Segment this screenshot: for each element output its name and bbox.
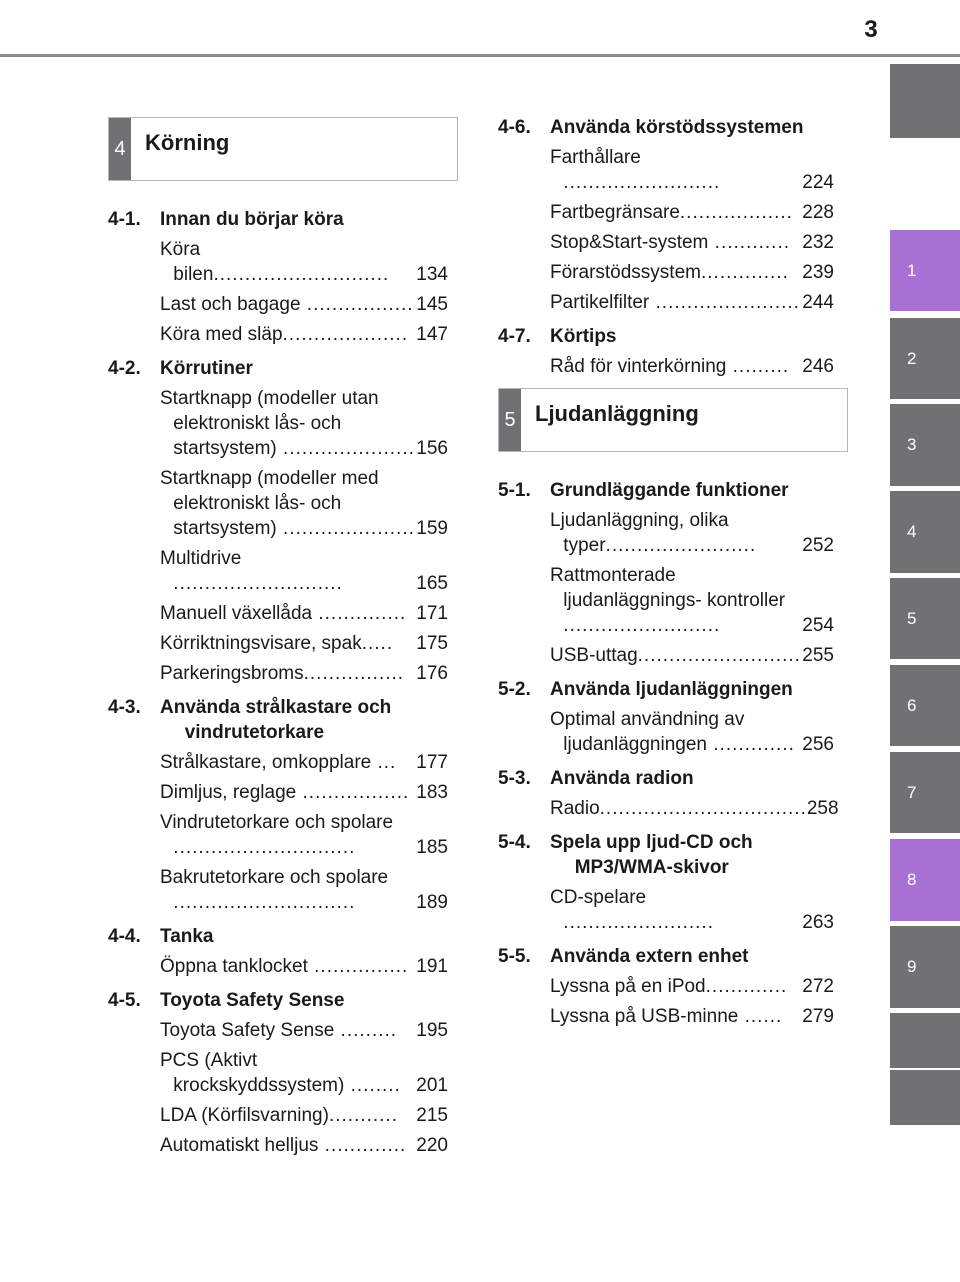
- toc-entry-page: 171: [416, 603, 448, 624]
- toc-entry-title: Multidrive: [160, 548, 242, 569]
- toc-entry-page: 185: [416, 837, 448, 858]
- toc-entry-text-wrap: [160, 466, 416, 541]
- toc-entry-text-wrap: [550, 885, 802, 935]
- toc-entry-text-wrap: [160, 810, 416, 860]
- toc-chapter: [108, 695, 448, 745]
- toc-right-column-top: [498, 110, 834, 379]
- toc-chapter: [498, 324, 834, 349]
- chapter-tab[interactable]: 3: [890, 404, 960, 486]
- toc-entry-page: 165: [416, 573, 448, 594]
- header-rule: [0, 54, 960, 57]
- toc-entry-text-wrap: [160, 661, 416, 686]
- toc-entry-leader-dots: ..............: [312, 603, 407, 624]
- toc-entry-leader-dots: ..............: [700, 262, 789, 283]
- toc-entry-leader-dots: ........................: [563, 912, 714, 933]
- toc-entry-leader-dots: .................: [296, 782, 410, 803]
- toc-entry-leader-dots: .............: [705, 976, 788, 997]
- toc-chapter-number: 4-3.: [108, 697, 141, 718]
- toc-entry[interactable]: [160, 237, 448, 287]
- toc-entry-leader-dots: .........: [726, 356, 790, 377]
- toc-chapter-number: 5-2.: [498, 679, 531, 700]
- toc-chapter: [498, 478, 834, 503]
- section-4-number: 4: [109, 118, 131, 180]
- toc-entry-page: 228: [802, 202, 834, 223]
- toc-entry[interactable]: [550, 974, 834, 999]
- toc-entry-page: 224: [802, 172, 834, 193]
- toc-entry[interactable]: [550, 290, 834, 315]
- toc-chapter-title: Tanka: [160, 926, 214, 947]
- toc-entry-title: Lyssna på en iPod: [550, 976, 706, 997]
- toc-entry[interactable]: [160, 292, 448, 317]
- toc-chapter-title: Toyota Safety Sense: [160, 990, 345, 1011]
- toc-chapter: [498, 830, 834, 880]
- toc-chapter-title: Använda extern enhet: [550, 946, 749, 967]
- toc-entry-page: 176: [416, 663, 448, 684]
- toc-entry[interactable]: [160, 322, 448, 347]
- toc-entry-title: Körriktningsvisare, spak: [160, 633, 362, 654]
- toc-entry-title: Startknapp (modeller utan elektroniskt lås- och startsystem): [160, 388, 379, 459]
- toc-chapter-number: 4-4.: [108, 926, 141, 947]
- section-5-title: Ljudanläggning: [535, 401, 699, 426]
- toc-entry-page: 201: [416, 1075, 448, 1096]
- toc-entry-page: 189: [416, 892, 448, 913]
- section-5-number: 5: [499, 389, 521, 451]
- toc-entry-page: 195: [416, 1020, 448, 1041]
- page-number: 3: [864, 16, 878, 43]
- toc-entry-text-wrap: [160, 1048, 416, 1098]
- toc-chapter-number: 4-5.: [108, 990, 141, 1011]
- toc-entry-leader-dots: ...............: [307, 956, 409, 977]
- toc-chapter-number: 4-7.: [498, 326, 531, 347]
- toc-chapter-title: Använda strålkastare och vindrutetorkare: [160, 697, 392, 743]
- toc-entry-leader-dots: ...........: [328, 1105, 399, 1126]
- toc-entry-page: 279: [802, 1006, 834, 1027]
- toc-entry[interactable]: [160, 750, 448, 775]
- toc-entry[interactable]: [160, 1133, 448, 1158]
- toc-entry-title: Lyssna på USB-minne: [550, 1006, 739, 1027]
- toc-chapter-number: 5-5.: [498, 946, 531, 967]
- toc-entry-leader-dots: .............................: [173, 892, 356, 913]
- toc-entry[interactable]: [160, 1103, 448, 1128]
- toc-chapter-title: Använda radion: [550, 768, 694, 789]
- toc-entry-leader-dots: .......................: [649, 292, 800, 313]
- toc-chapter: [498, 115, 834, 140]
- toc-chapter-title: Körrutiner: [160, 358, 253, 379]
- toc-entry-text-wrap: [550, 145, 802, 195]
- chapter-tab[interactable]: [890, 1070, 960, 1125]
- toc-chapter-number: 5-1.: [498, 480, 531, 501]
- toc-entry-title: Ljudanläggning, olika typer: [550, 510, 729, 556]
- toc-entry[interactable]: [550, 354, 834, 379]
- toc-entry[interactable]: [550, 707, 834, 757]
- toc-entry-text-wrap: [160, 322, 416, 347]
- toc-entry-text-wrap: [160, 386, 416, 461]
- toc-entry-title: CD-spelare: [550, 887, 647, 908]
- toc-entry-leader-dots: ............: [708, 232, 791, 253]
- toc-chapter: [498, 944, 834, 969]
- toc-entry[interactable]: [550, 643, 834, 668]
- toc-entry-page: 254: [802, 615, 834, 636]
- toc-entry-leader-dots: .....................: [276, 438, 415, 459]
- toc-entry[interactable]: [160, 386, 448, 461]
- toc-entry-text-wrap: [550, 974, 802, 999]
- toc-entry-leader-dots: ......: [738, 1006, 783, 1027]
- toc-entry-leader-dots: .................................: [599, 798, 807, 819]
- toc-entry[interactable]: [160, 954, 448, 979]
- toc-chapter-number: 4-2.: [108, 358, 141, 379]
- toc-entry-page: 134: [416, 264, 448, 285]
- toc-chapter-title: Körtips: [550, 326, 617, 347]
- toc-entry-title: USB-uttag: [550, 645, 638, 666]
- toc-entry-leader-dots: .....................: [276, 518, 415, 539]
- toc-entry-title: Farthållare: [550, 147, 641, 168]
- toc-entry[interactable]: [160, 780, 448, 805]
- toc-entry-text-wrap: [160, 954, 416, 979]
- toc-entry-title: Toyota Safety Sense: [160, 1020, 335, 1041]
- chapter-tab[interactable]: 8: [890, 839, 960, 921]
- toc-entry-text-wrap: [550, 1004, 802, 1029]
- toc-entry-text-wrap: [550, 200, 802, 225]
- toc-entry[interactable]: [160, 661, 448, 686]
- toc-entry-leader-dots: ..........................: [637, 645, 801, 666]
- toc-left-column: [108, 202, 448, 1158]
- toc-entry-leader-dots: ........................: [605, 535, 757, 556]
- toc-chapter: [108, 356, 448, 381]
- toc-chapter-number: 4-1.: [108, 209, 141, 230]
- toc-entry-text-wrap: [550, 707, 802, 757]
- toc-chapter: [108, 988, 448, 1013]
- toc-entry[interactable]: [160, 546, 448, 596]
- chapter-tab[interactable]: 4: [890, 491, 960, 573]
- toc-entry[interactable]: [550, 200, 834, 225]
- toc-entry-title: Råd för vinterkörning: [550, 356, 727, 377]
- toc-entry-text-wrap: [160, 237, 416, 287]
- toc-entry-page: 272: [802, 976, 834, 997]
- toc-entry-title: Köra med släp: [160, 324, 283, 345]
- toc-entry-title: Öppna tanklocket: [160, 956, 308, 977]
- toc-entry[interactable]: [160, 466, 448, 541]
- toc-entry-page: 175: [416, 633, 448, 654]
- toc-entry-title: Rattmonterade ljudanläggnings- kontroller: [550, 565, 786, 611]
- toc-entry-leader-dots: .........................: [563, 615, 721, 636]
- toc-entry[interactable]: [160, 810, 448, 860]
- toc-entry-leader-dots: .............: [706, 734, 795, 755]
- chapter-tab[interactable]: 1: [890, 230, 960, 311]
- toc-chapter: [108, 924, 448, 949]
- toc-entry-leader-dots: ...: [371, 752, 397, 773]
- toc-entry-leader-dots: .............: [318, 1135, 407, 1156]
- chapter-tab[interactable]: 6: [890, 665, 960, 746]
- toc-entry-text-wrap: [160, 546, 416, 596]
- toc-chapter: [108, 207, 448, 232]
- toc-entry-title: Parkeringsbroms: [160, 663, 304, 684]
- toc-entry-page: 191: [416, 956, 448, 977]
- toc-entry-page: 239: [802, 262, 834, 283]
- toc-entry-leader-dots: .........................: [563, 172, 721, 193]
- toc-entry-leader-dots: ..................: [679, 202, 793, 223]
- toc-entry-leader-dots: ....................: [282, 324, 409, 345]
- toc-entry-page: 258: [806, 798, 839, 819]
- toc-entry-text-wrap: [160, 631, 416, 656]
- toc-entry-page: 215: [416, 1105, 448, 1126]
- toc-entry[interactable]: [550, 230, 834, 255]
- toc-entry-text-wrap: [550, 230, 802, 255]
- toc-chapter-title: Innan du börjar köra: [160, 209, 344, 230]
- toc-entry[interactable]: [550, 260, 834, 285]
- toc-entry-text-wrap: [550, 290, 802, 315]
- toc-entry-leader-dots: ............................: [213, 264, 390, 285]
- toc-chapter-title: Använda ljudanläggningen: [550, 679, 793, 700]
- toc-entry[interactable]: [550, 796, 839, 821]
- toc-entry-title: Bakrutetorkare och spolare: [160, 867, 389, 888]
- toc-entry-title: PCS (Aktivt krockskyddssystem): [160, 1050, 345, 1096]
- toc-entry-title: Partikelfilter: [550, 292, 650, 313]
- toc-entry-title: Automatiskt helljus: [160, 1135, 319, 1156]
- toc-entry[interactable]: [160, 865, 448, 915]
- toc-chapter-number: 5-3.: [498, 768, 531, 789]
- toc-entry-title: Vindrutetorkare och spolare: [160, 812, 394, 833]
- toc-entry-page: 252: [802, 535, 834, 556]
- toc-entry-page: 159: [416, 518, 448, 539]
- toc-right-column-bottom: [498, 473, 839, 1029]
- toc-chapter-number: 4-6.: [498, 117, 531, 138]
- toc-entry-text-wrap: [550, 643, 802, 668]
- toc-entry-leader-dots: .........: [334, 1020, 398, 1041]
- toc-entry-page: 255: [802, 645, 834, 666]
- toc-entry-title: Startknapp (modeller med elektroniskt lås- och startsystem): [160, 468, 379, 539]
- toc-entry-text-wrap: [160, 1133, 416, 1158]
- toc-entry[interactable]: [160, 631, 448, 656]
- toc-entry-page: 220: [416, 1135, 448, 1156]
- toc-entry-leader-dots: .................: [300, 294, 414, 315]
- toc-entry-page: 183: [416, 782, 448, 803]
- toc-entry-text-wrap: [160, 750, 416, 775]
- toc-entry-page: 232: [802, 232, 834, 253]
- toc-entry[interactable]: [550, 563, 834, 638]
- toc-chapter-title: Grundläggande funktioner: [550, 480, 789, 501]
- section-4-header: [108, 117, 458, 181]
- toc-entry-page: 177: [416, 752, 448, 773]
- chapter-tab[interactable]: 2: [890, 318, 960, 399]
- toc-entry-page: 246: [802, 356, 834, 377]
- chapter-tab[interactable]: [890, 64, 960, 138]
- toc-entry[interactable]: [160, 1018, 448, 1043]
- toc-entry-title: Förarstödssystem: [550, 262, 701, 283]
- toc-entry[interactable]: [160, 1048, 448, 1098]
- toc-entry-title: Last och bagage: [160, 294, 301, 315]
- toc-entry-title: LDA (Körfilsvarning): [160, 1105, 329, 1126]
- toc-entry-page: 263: [802, 912, 834, 933]
- toc-entry-title: Dimljus, reglage: [160, 782, 297, 803]
- toc-entry-title: Köra bilen: [160, 239, 214, 285]
- toc-chapter: [498, 677, 834, 702]
- toc-entry-text-wrap: [550, 354, 802, 379]
- toc-chapter-title: Använda körstödssystemen: [550, 117, 804, 138]
- toc-entry-text-wrap: [160, 865, 416, 915]
- toc-entry-title: Stop&Start-system: [550, 232, 709, 253]
- toc-entry-title: Strålkastare, omkopplare: [160, 752, 372, 773]
- toc-entry-text-wrap: [550, 563, 802, 638]
- toc-entry-leader-dots: ........: [344, 1075, 401, 1096]
- toc-chapter: [498, 766, 834, 791]
- toc-entry-page: 156: [416, 438, 448, 459]
- toc-entry-page: 256: [802, 734, 834, 755]
- toc-entry-text-wrap: [550, 508, 802, 558]
- toc-entry-title: Radio: [550, 798, 600, 819]
- toc-entry-title: Optimal användning av ljudanläggningen: [550, 709, 745, 755]
- toc-entry-title: Fartbegränsare: [550, 202, 680, 223]
- toc-entry-text-wrap: [550, 260, 802, 285]
- toc-entry-text-wrap: [550, 796, 807, 821]
- toc-entry-page: 145: [416, 294, 448, 315]
- toc-entry[interactable]: [160, 601, 448, 626]
- toc-entry[interactable]: [550, 508, 834, 558]
- toc-entry[interactable]: [550, 1004, 834, 1029]
- section-5-header: [498, 388, 848, 452]
- toc-entry-leader-dots: .....: [361, 633, 394, 654]
- section-4-title: Körning: [145, 130, 230, 155]
- toc-entry-title: Manuell växellåda: [160, 603, 313, 624]
- toc-entry-leader-dots: ...........................: [173, 573, 343, 594]
- toc-entry-text-wrap: [160, 780, 416, 805]
- toc-entry-page: 244: [802, 292, 834, 313]
- toc-chapter-number: 5-4.: [498, 832, 531, 853]
- toc-entry-text-wrap: [160, 292, 416, 317]
- toc-entry-page: 147: [416, 324, 448, 345]
- toc-entry-leader-dots: ................: [303, 663, 405, 684]
- chapter-tab[interactable]: [890, 1013, 960, 1068]
- toc-entry-text-wrap: [160, 601, 416, 626]
- chapter-tab[interactable]: 9: [890, 926, 960, 1008]
- toc-entry[interactable]: [550, 145, 834, 195]
- toc-chapter-title: Spela upp ljud-CD och MP3/WMA-skivor: [550, 832, 753, 878]
- toc-entry-text-wrap: [160, 1103, 416, 1128]
- toc-entry-leader-dots: .............................: [173, 837, 356, 858]
- chapter-tab[interactable]: 5: [890, 578, 960, 659]
- toc-entry[interactable]: [550, 885, 834, 935]
- toc-entry-text-wrap: [160, 1018, 416, 1043]
- chapter-tab[interactable]: 7: [890, 752, 960, 833]
